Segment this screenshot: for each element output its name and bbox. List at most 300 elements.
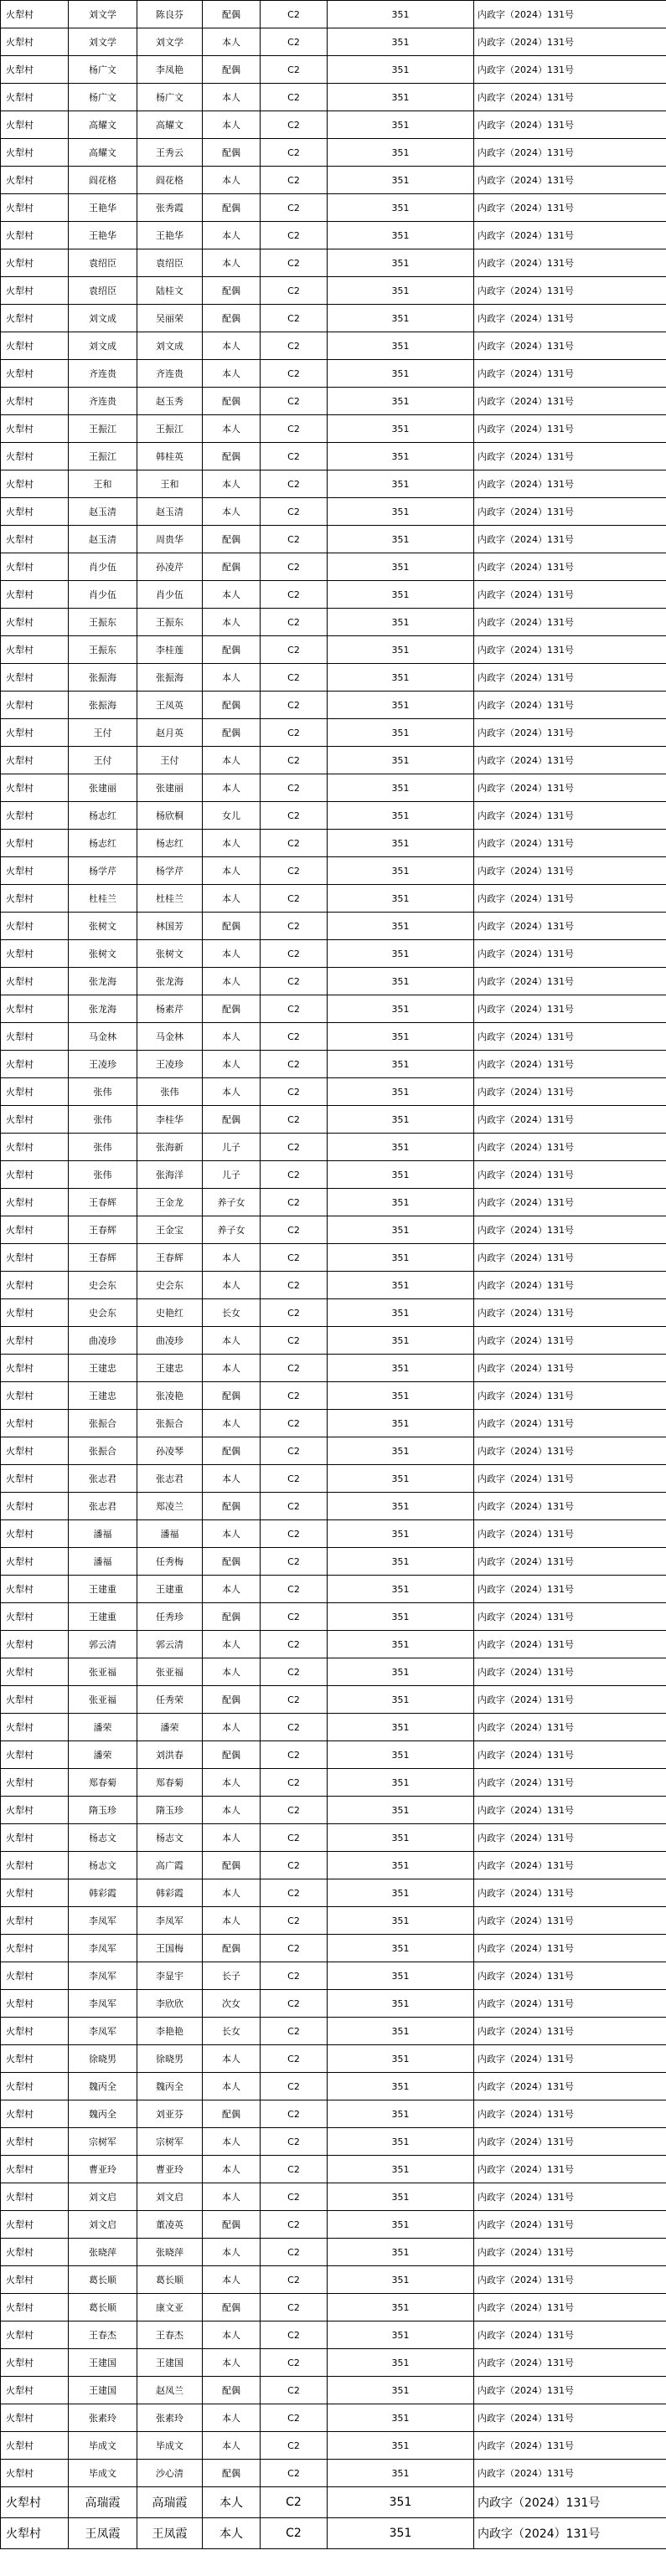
householder-cell: 杨志文 <box>69 1852 137 1879</box>
table-row <box>1 581 666 609</box>
category-cell: C2 <box>261 1244 328 1272</box>
document-number-cell: 内政字（2024）131号 <box>474 111 666 139</box>
member-name-cell: 潘福 <box>137 1520 203 1548</box>
category-cell: C2 <box>261 885 328 913</box>
member-name-cell: 杜桂兰 <box>137 885 203 913</box>
householder-cell: 王艳华 <box>69 194 137 222</box>
member-name-cell: 吴丽荣 <box>137 305 203 332</box>
amount-cell: 351 <box>328 664 474 692</box>
village-cell: 火犁村 <box>1 2266 69 2294</box>
member-name-cell: 张素玲 <box>137 2404 203 2432</box>
category-cell: C2 <box>261 2518 328 2549</box>
amount-cell: 351 <box>328 609 474 636</box>
village-cell: 火犁村 <box>1 1741 69 1769</box>
village-cell: 火犁村 <box>1 388 69 415</box>
amount-cell: 351 <box>328 636 474 664</box>
member-name-cell: 张振合 <box>137 1410 203 1437</box>
category-cell: C2 <box>261 1852 328 1879</box>
relation-cell: 本人 <box>203 1272 261 1299</box>
member-name-cell: 陆桂文 <box>137 277 203 305</box>
category-cell: C2 <box>261 1437 328 1465</box>
document-number-cell: 内政字（2024）131号 <box>474 1493 666 1520</box>
village-cell: 火犁村 <box>1 2349 69 2377</box>
table-row <box>1 2377 666 2404</box>
relation-cell: 配偶 <box>203 1382 261 1410</box>
village-cell: 火犁村 <box>1 111 69 139</box>
table-row <box>1 2073 666 2100</box>
amount-cell: 351 <box>328 305 474 332</box>
village-cell: 火犁村 <box>1 1520 69 1548</box>
relation-cell: 长女 <box>203 2018 261 2045</box>
relation-cell: 配偶 <box>203 2294 261 2321</box>
member-name-cell: 任秀荣 <box>137 1686 203 1714</box>
category-cell: C2 <box>261 2156 328 2183</box>
member-name-cell: 康文亚 <box>137 2294 203 2321</box>
table-row <box>1 1576 666 1603</box>
village-cell: 火犁村 <box>1 84 69 111</box>
document-number-cell: 内政字（2024）131号 <box>474 249 666 277</box>
householder-cell: 潘福 <box>69 1520 137 1548</box>
document-number-cell: 内政字（2024）131号 <box>474 415 666 443</box>
relation-cell: 配偶 <box>203 139 261 167</box>
member-name-cell: 高广霞 <box>137 1852 203 1879</box>
table-row <box>1 2018 666 2045</box>
member-name-cell: 毕成文 <box>137 2432 203 2460</box>
relation-cell: 配偶 <box>203 2377 261 2404</box>
relation-cell: 本人 <box>203 2183 261 2211</box>
village-cell: 火犁村 <box>1 415 69 443</box>
category-cell: C2 <box>261 719 328 747</box>
householder-cell: 张振海 <box>69 664 137 692</box>
category-cell: C2 <box>261 2211 328 2239</box>
document-number-cell: 内政字（2024）131号 <box>474 2432 666 2460</box>
amount-cell: 351 <box>328 84 474 111</box>
village-cell: 火犁村 <box>1 2239 69 2266</box>
relation-cell: 本人 <box>203 2266 261 2294</box>
householder-cell: 王春辉 <box>69 1244 137 1272</box>
table-row <box>1 802 666 830</box>
householder-cell: 齐连贵 <box>69 388 137 415</box>
relation-cell: 本人 <box>203 1824 261 1852</box>
relation-cell: 本人 <box>203 167 261 194</box>
member-name-cell: 韩桂英 <box>137 443 203 470</box>
amount-cell: 351 <box>328 111 474 139</box>
category-cell: C2 <box>261 1161 328 1189</box>
category-cell: C2 <box>261 222 328 249</box>
householder-cell: 曹亚玲 <box>69 2156 137 2183</box>
table-row <box>1 830 666 857</box>
householder-cell: 张伟 <box>69 1106 137 1134</box>
member-name-cell: 齐连贵 <box>137 360 203 388</box>
document-number-cell: 内政字（2024）131号 <box>474 1299 666 1327</box>
member-name-cell: 赵凤兰 <box>137 2377 203 2404</box>
village-cell: 火犁村 <box>1 2321 69 2349</box>
member-name-cell: 周贵华 <box>137 526 203 553</box>
relation-cell: 配偶 <box>203 692 261 719</box>
householder-cell: 王建国 <box>69 2377 137 2404</box>
relation-cell: 本人 <box>203 2349 261 2377</box>
member-name-cell: 曹亚玲 <box>137 2156 203 2183</box>
village-cell: 火犁村 <box>1 1437 69 1465</box>
document-number-cell: 内政字（2024）131号 <box>474 1410 666 1437</box>
document-number-cell: 内政字（2024）131号 <box>474 995 666 1023</box>
table-row <box>1 443 666 470</box>
table-row <box>1 139 666 167</box>
householder-cell: 葛长顺 <box>69 2294 137 2321</box>
table-row <box>1 2183 666 2211</box>
relation-cell: 配偶 <box>203 636 261 664</box>
village-cell: 火犁村 <box>1 995 69 1023</box>
village-cell: 火犁村 <box>1 498 69 526</box>
table-row <box>1 1714 666 1741</box>
relation-cell: 配偶 <box>203 56 261 84</box>
table-row <box>1 1493 666 1520</box>
amount-cell: 351 <box>328 2100 474 2128</box>
member-name-cell: 赵玉清 <box>137 498 203 526</box>
village-cell: 火犁村 <box>1 1852 69 1879</box>
householder-cell: 宗树军 <box>69 2128 137 2156</box>
table-row <box>1 609 666 636</box>
amount-cell: 351 <box>328 719 474 747</box>
amount-cell: 351 <box>328 1824 474 1852</box>
member-name-cell: 王春辉 <box>137 1244 203 1272</box>
amount-cell: 351 <box>328 526 474 553</box>
householder-cell: 王振东 <box>69 636 137 664</box>
relation-cell: 长女 <box>203 1299 261 1327</box>
village-cell: 火犁村 <box>1 222 69 249</box>
householder-cell: 肖少伍 <box>69 553 137 581</box>
amount-cell: 351 <box>328 443 474 470</box>
relation-cell: 本人 <box>203 1410 261 1437</box>
member-name-cell: 王建国 <box>137 2349 203 2377</box>
amount-cell: 351 <box>328 581 474 609</box>
member-name-cell: 刘洪春 <box>137 1741 203 1769</box>
village-cell: 火犁村 <box>1 1272 69 1299</box>
relation-cell: 本人 <box>203 1244 261 1272</box>
village-cell: 火犁村 <box>1 1465 69 1493</box>
householder-cell: 王建重 <box>69 1576 137 1603</box>
table-row <box>1 28 666 56</box>
amount-cell: 351 <box>328 2239 474 2266</box>
householder-cell: 王付 <box>69 719 137 747</box>
householder-cell: 刘文成 <box>69 305 137 332</box>
village-cell: 火犁村 <box>1 2487 69 2518</box>
category-cell: C2 <box>261 194 328 222</box>
category-cell: C2 <box>261 2239 328 2266</box>
table-row <box>1 111 666 139</box>
relation-cell: 本人 <box>203 1797 261 1824</box>
table-row <box>1 1272 666 1299</box>
category-cell: C2 <box>261 857 328 885</box>
householder-cell: 王建国 <box>69 2349 137 2377</box>
category-cell: C2 <box>261 636 328 664</box>
householder-cell: 王付 <box>69 747 137 774</box>
relation-cell: 本人 <box>203 28 261 56</box>
relation-cell: 本人 <box>203 1355 261 1382</box>
relation-cell: 本人 <box>203 885 261 913</box>
amount-cell: 351 <box>328 2404 474 2432</box>
category-cell: C2 <box>261 1520 328 1548</box>
relation-cell: 本人 <box>203 2487 261 2518</box>
amount-cell: 351 <box>328 498 474 526</box>
member-name-cell: 曲凌珍 <box>137 1327 203 1355</box>
householder-cell: 李凤军 <box>69 1907 137 1935</box>
village-cell: 火犁村 <box>1 1216 69 1244</box>
table-row <box>1 1603 666 1631</box>
table-row <box>1 1382 666 1410</box>
document-number-cell: 内政字（2024）131号 <box>474 1134 666 1161</box>
document-number-cell: 内政字（2024）131号 <box>474 1023 666 1051</box>
document-number-cell: 内政字（2024）131号 <box>474 609 666 636</box>
relation-cell: 本人 <box>203 1576 261 1603</box>
relation-cell: 养子女 <box>203 1189 261 1216</box>
relation-cell: 本人 <box>203 857 261 885</box>
document-number-cell: 内政字（2024）131号 <box>474 1327 666 1355</box>
category-cell: C2 <box>261 830 328 857</box>
amount-cell: 351 <box>328 470 474 498</box>
document-number-cell: 内政字（2024）131号 <box>474 1658 666 1686</box>
relation-cell: 本人 <box>203 609 261 636</box>
amount-cell: 351 <box>328 360 474 388</box>
category-cell: C2 <box>261 249 328 277</box>
village-cell: 火犁村 <box>1 636 69 664</box>
relation-cell: 配偶 <box>203 1106 261 1134</box>
village-cell: 火犁村 <box>1 526 69 553</box>
amount-cell: 351 <box>328 2045 474 2073</box>
document-number-cell: 内政字（2024）131号 <box>474 968 666 995</box>
category-cell: C2 <box>261 2432 328 2460</box>
document-number-cell: 内政字（2024）131号 <box>474 1879 666 1907</box>
village-cell: 火犁村 <box>1 1769 69 1797</box>
village-cell: 火犁村 <box>1 2518 69 2549</box>
member-name-cell: 郭云清 <box>137 1631 203 1658</box>
relation-cell: 配偶 <box>203 719 261 747</box>
member-name-cell: 韩彩霞 <box>137 1879 203 1907</box>
householder-cell: 杨志红 <box>69 802 137 830</box>
table-row <box>1 857 666 885</box>
member-name-cell: 杨志红 <box>137 830 203 857</box>
category-cell: C2 <box>261 1658 328 1686</box>
relation-cell: 本人 <box>203 581 261 609</box>
householder-cell: 张晓萍 <box>69 2239 137 2266</box>
document-number-cell: 内政字（2024）131号 <box>474 1106 666 1134</box>
amount-cell: 351 <box>328 56 474 84</box>
householder-cell: 潘荣 <box>69 1741 137 1769</box>
category-cell: C2 <box>261 940 328 968</box>
relation-cell: 配偶 <box>203 277 261 305</box>
relation-cell: 本人 <box>203 111 261 139</box>
document-number-cell: 内政字（2024）131号 <box>474 305 666 332</box>
village-cell: 火犁村 <box>1 2100 69 2128</box>
document-number-cell: 内政字（2024）131号 <box>474 1382 666 1410</box>
householder-cell: 张伟 <box>69 1161 137 1189</box>
category-cell: C2 <box>261 995 328 1023</box>
householder-cell: 张树文 <box>69 913 137 940</box>
member-name-cell: 刘文成 <box>137 332 203 360</box>
member-name-cell: 张亚福 <box>137 1658 203 1686</box>
householder-cell: 赵玉清 <box>69 498 137 526</box>
village-cell: 火犁村 <box>1 1824 69 1852</box>
member-name-cell: 杨素芹 <box>137 995 203 1023</box>
category-cell: C2 <box>261 2018 328 2045</box>
table-row <box>1 1907 666 1935</box>
member-name-cell: 王建忠 <box>137 1355 203 1382</box>
member-name-cell: 杨广文 <box>137 84 203 111</box>
village-cell: 火犁村 <box>1 940 69 968</box>
member-name-cell: 李凤军 <box>137 1907 203 1935</box>
relation-cell: 儿子 <box>203 1161 261 1189</box>
member-name-cell: 王秀云 <box>137 139 203 167</box>
member-name-cell: 阎花格 <box>137 167 203 194</box>
village-cell: 火犁村 <box>1 1797 69 1824</box>
amount-cell: 351 <box>328 2156 474 2183</box>
member-name-cell: 王春杰 <box>137 2321 203 2349</box>
document-number-cell: 内政字（2024）131号 <box>474 1 666 28</box>
category-cell: C2 <box>261 526 328 553</box>
category-cell: C2 <box>261 2073 328 2100</box>
amount-cell: 351 <box>328 1410 474 1437</box>
amount-cell: 351 <box>328 1299 474 1327</box>
document-number-cell: 内政字（2024）131号 <box>474 1741 666 1769</box>
member-name-cell: 史艳红 <box>137 1299 203 1327</box>
table-row <box>1 1023 666 1051</box>
document-number-cell: 内政字（2024）131号 <box>474 1769 666 1797</box>
document-number-cell: 内政字（2024）131号 <box>474 581 666 609</box>
member-name-cell: 魏丙全 <box>137 2073 203 2100</box>
member-name-cell: 王国梅 <box>137 1935 203 1962</box>
amount-cell: 351 <box>328 802 474 830</box>
table-row <box>1 2432 666 2460</box>
householder-cell: 魏丙全 <box>69 2100 137 2128</box>
category-cell: C2 <box>261 1134 328 1161</box>
amount-cell: 351 <box>328 885 474 913</box>
table-row <box>1 1935 666 1962</box>
category-cell: C2 <box>261 415 328 443</box>
village-cell: 火犁村 <box>1 830 69 857</box>
table-row <box>1 84 666 111</box>
relation-cell: 儿子 <box>203 1134 261 1161</box>
relation-cell: 本人 <box>203 2432 261 2460</box>
member-name-cell: 张晓萍 <box>137 2239 203 2266</box>
table-row <box>1 167 666 194</box>
amount-cell: 351 <box>328 2266 474 2294</box>
document-number-cell: 内政字（2024）131号 <box>474 56 666 84</box>
table-row <box>1 2156 666 2183</box>
category-cell: C2 <box>261 84 328 111</box>
category-cell: C2 <box>261 332 328 360</box>
document-number-cell: 内政字（2024）131号 <box>474 1548 666 1576</box>
village-cell: 火犁村 <box>1 2156 69 2183</box>
householder-cell: 马金林 <box>69 1023 137 1051</box>
village-cell: 火犁村 <box>1 1548 69 1576</box>
document-number-cell: 内政字（2024）131号 <box>474 2321 666 2349</box>
document-number-cell: 内政字（2024）131号 <box>474 830 666 857</box>
householder-cell: 杨志红 <box>69 830 137 857</box>
document-number-cell: 内政字（2024）131号 <box>474 664 666 692</box>
amount-cell: 351 <box>328 1437 474 1465</box>
householder-cell: 毕成文 <box>69 2460 137 2487</box>
member-name-cell: 高瑞霞 <box>137 2487 203 2518</box>
amount-cell: 351 <box>328 415 474 443</box>
householder-cell: 刘文学 <box>69 28 137 56</box>
category-cell: C2 <box>261 1741 328 1769</box>
member-name-cell: 史会东 <box>137 1272 203 1299</box>
householder-cell: 张振海 <box>69 692 137 719</box>
householder-cell: 李凤军 <box>69 1962 137 1990</box>
amount-cell: 351 <box>328 28 474 56</box>
village-cell: 火犁村 <box>1 2045 69 2073</box>
relation-cell: 配偶 <box>203 1603 261 1631</box>
table-row <box>1 360 666 388</box>
document-number-cell: 内政字（2024）131号 <box>474 1244 666 1272</box>
document-number-cell: 内政字（2024）131号 <box>474 277 666 305</box>
table-row <box>1 1299 666 1327</box>
relation-cell: 女儿 <box>203 802 261 830</box>
category-cell: C2 <box>261 443 328 470</box>
category-cell: C2 <box>261 305 328 332</box>
amount-cell: 351 <box>328 1686 474 1714</box>
table-row <box>1 1327 666 1355</box>
relation-cell: 本人 <box>203 2404 261 2432</box>
householder-cell: 王艳华 <box>69 222 137 249</box>
member-name-cell: 张伟 <box>137 1078 203 1106</box>
member-name-cell: 李桂莲 <box>137 636 203 664</box>
relation-cell: 本人 <box>203 1714 261 1741</box>
member-name-cell: 赵月英 <box>137 719 203 747</box>
document-number-cell: 内政字（2024）131号 <box>474 1078 666 1106</box>
amount-cell: 351 <box>328 2487 474 2518</box>
relation-cell: 本人 <box>203 1907 261 1935</box>
category-cell: C2 <box>261 1410 328 1437</box>
table-row <box>1 2487 666 2518</box>
village-cell: 火犁村 <box>1 609 69 636</box>
relation-cell: 配偶 <box>203 2211 261 2239</box>
relation-cell: 配偶 <box>203 1686 261 1714</box>
householder-cell: 张龙海 <box>69 968 137 995</box>
document-number-cell: 内政字（2024）131号 <box>474 2211 666 2239</box>
village-cell: 火犁村 <box>1 1106 69 1134</box>
table-row <box>1 1465 666 1493</box>
relation-cell: 本人 <box>203 940 261 968</box>
category-cell: C2 <box>261 139 328 167</box>
document-number-cell: 内政字（2024）131号 <box>474 1051 666 1078</box>
relation-cell: 配偶 <box>203 1437 261 1465</box>
category-cell: C2 <box>261 56 328 84</box>
village-cell: 火犁村 <box>1 1658 69 1686</box>
document-number-cell: 内政字（2024）131号 <box>474 139 666 167</box>
member-name-cell: 张振海 <box>137 664 203 692</box>
document-number-cell: 内政字（2024）131号 <box>474 443 666 470</box>
relation-cell: 本人 <box>203 1078 261 1106</box>
table-row <box>1 1962 666 1990</box>
village-cell: 火犁村 <box>1 1161 69 1189</box>
relation-cell: 本人 <box>203 2321 261 2349</box>
amount-cell: 351 <box>328 747 474 774</box>
member-name-cell: 张树文 <box>137 940 203 968</box>
amount-cell: 351 <box>328 2073 474 2100</box>
member-name-cell: 孙凌芹 <box>137 553 203 581</box>
amount-cell: 351 <box>328 830 474 857</box>
relation-cell: 本人 <box>203 1327 261 1355</box>
member-name-cell: 刘亚芬 <box>137 2100 203 2128</box>
category-cell: C2 <box>261 1631 328 1658</box>
amount-cell: 351 <box>328 2321 474 2349</box>
relation-cell: 养子女 <box>203 1216 261 1244</box>
householder-cell: 张伟 <box>69 1134 137 1161</box>
relation-cell: 本人 <box>203 2128 261 2156</box>
member-name-cell: 袁绍臣 <box>137 249 203 277</box>
category-cell: C2 <box>261 1106 328 1134</box>
